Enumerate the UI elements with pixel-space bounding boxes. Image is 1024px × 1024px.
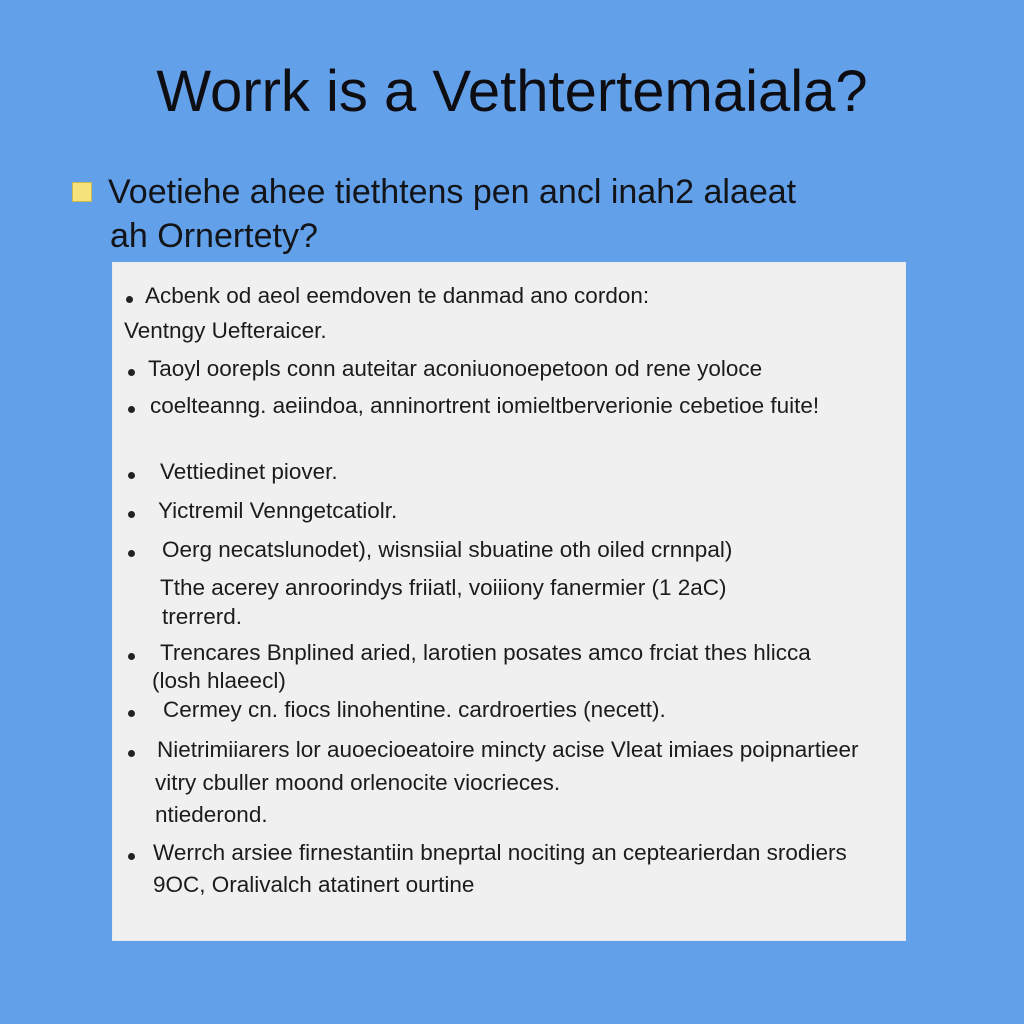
continuation-text: Ventngy Uefteraicer. bbox=[124, 318, 327, 343]
bullet-dot-icon bbox=[128, 653, 135, 660]
bullet-dot-icon bbox=[128, 550, 135, 557]
bullet-item-text: Oerg necatslunodet), wisnsiial sbuatine oth oiled crnnpal) bbox=[162, 537, 733, 562]
bullet-dot-icon bbox=[128, 511, 135, 518]
yellow-square-bullet-icon bbox=[72, 182, 92, 202]
bullet-dot-icon bbox=[128, 369, 135, 376]
continuation-text: (losh hlaeecl) bbox=[152, 668, 286, 693]
bullet-dot-icon bbox=[128, 406, 135, 413]
bullet-item-text: Nietrimiiarers lor auoecioeatoire mincty acise Vleat imiaes poipnartieer bbox=[157, 737, 859, 762]
bullet-dot-icon bbox=[128, 472, 135, 479]
bullet-item-text: coelteanng. aeiindoa, anninortrent iomieltberverionie cebetioe fuite! bbox=[150, 393, 820, 418]
bullet-item-text: Vettiedinet piover. bbox=[160, 459, 338, 484]
bullet-dot-icon bbox=[128, 853, 135, 860]
bullet-dot-icon bbox=[126, 296, 133, 303]
continuation-text: 9OC, Oralivalch atatinert ourtine bbox=[153, 872, 475, 897]
continuation-text: ntiederond. bbox=[155, 802, 268, 827]
continuation-text: Tthe acerey anroorindys friiatl, voiiiony fanermier (1 2aC) bbox=[160, 575, 727, 600]
lead-text-line-2: ah Ornertety? bbox=[110, 217, 318, 255]
bullet-item-text: Acbenk od aeol eemdoven te danmad ano cordon: bbox=[145, 283, 650, 308]
slide-title: Worrk is a Vethtertemaiala? bbox=[156, 59, 868, 124]
bullet-item-text: Yictremil Venngetcatiolr. bbox=[158, 498, 398, 523]
lead-bullet-item bbox=[72, 170, 912, 258]
bullet-item-text: Trencares Bnplined aried, larotien posates amco frciat thes hlicca bbox=[160, 640, 811, 665]
lead-text-line-1: Voetiehe ahee tiethtens pen ancl inah2 alaeat bbox=[108, 173, 797, 211]
continuation-text: trerrerd. bbox=[162, 604, 243, 629]
bullet-item-text: Cermey cn. fiocs linohentine. cardroerties (necett). bbox=[163, 697, 666, 722]
bullet-dot-icon bbox=[128, 750, 135, 757]
bullet-dot-icon bbox=[128, 710, 135, 717]
bullet-item-text: Taoyl oorepls conn auteitar aconiuonoepetoon od rene yoloce bbox=[148, 356, 763, 381]
bullet-item-text: Werrch arsiee firnestantiin bneprtal nociting an ceptearierdan srodiers bbox=[153, 840, 847, 865]
continuation-text: vitry cbuller moond orlenocite viocrieces. bbox=[155, 770, 561, 795]
